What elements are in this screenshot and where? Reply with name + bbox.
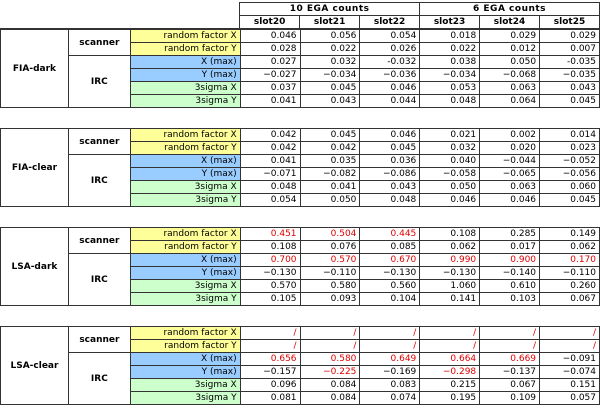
value-cell[interactable]: 0.054: [240, 194, 300, 207]
value-cell[interactable]: 0.042: [240, 142, 300, 155]
parameter-label[interactable]: random factor X: [130, 327, 240, 340]
parameter-label[interactable]: 3sigma X: [130, 379, 240, 392]
value-cell[interactable]: 0.081: [240, 392, 300, 405]
value-cell[interactable]: 0.084: [300, 392, 360, 405]
table-row: [1, 327, 600, 340]
value-cell[interactable]: 0.656: [240, 353, 300, 366]
slot-header-slot24[interactable]: slot24: [480, 16, 540, 29]
value-cell[interactable]: 0.670: [360, 254, 420, 267]
value-cell[interactable]: −0.044: [480, 155, 540, 168]
device-label-scanner[interactable]: scanner: [68, 129, 130, 155]
value-cell[interactable]: 0.062: [420, 241, 480, 254]
value-cell[interactable]: 0.170: [540, 254, 600, 267]
condition-label[interactable]: FIA-clear: [1, 129, 69, 207]
value-cell[interactable]: 0.580: [300, 280, 360, 293]
parameter-label[interactable]: random factor Y: [130, 142, 240, 155]
value-cell[interactable]: /: [300, 327, 360, 340]
value-cell[interactable]: /: [540, 340, 600, 353]
value-cell[interactable]: 0.570: [300, 254, 360, 267]
value-cell[interactable]: 0.285: [480, 228, 540, 241]
value-cell[interactable]: 0.043: [360, 181, 420, 194]
value-cell[interactable]: 0.109: [480, 392, 540, 405]
value-cell[interactable]: 0.043: [540, 82, 600, 95]
value-cell[interactable]: 0.041: [300, 181, 360, 194]
value-cell[interactable]: 0.022: [420, 43, 480, 56]
slot-header-slot20[interactable]: slot20: [240, 16, 300, 29]
value-cell[interactable]: 0.041: [240, 155, 300, 168]
parameter-label[interactable]: 3sigma Y: [130, 392, 240, 405]
parameter-label[interactable]: 3sigma X: [130, 181, 240, 194]
device-label-irc[interactable]: IRC: [68, 353, 130, 405]
value-cell[interactable]: 0.026: [360, 43, 420, 56]
value-cell[interactable]: 0.042: [300, 142, 360, 155]
value-cell[interactable]: 0.022: [300, 43, 360, 56]
value-cell[interactable]: 0.021: [420, 129, 480, 142]
value-cell[interactable]: 0.046: [360, 129, 420, 142]
parameter-label[interactable]: 3sigma X: [130, 280, 240, 293]
device-label-scanner[interactable]: scanner: [68, 327, 130, 353]
header-table: [0, 2, 600, 29]
parameter-label[interactable]: random factor X: [130, 30, 240, 43]
value-cell[interactable]: 0.700: [240, 254, 300, 267]
value-cell[interactable]: 0.096: [240, 379, 300, 392]
device-label-scanner[interactable]: scanner: [68, 228, 130, 254]
value-cell[interactable]: /: [300, 340, 360, 353]
value-cell[interactable]: −0.052: [540, 155, 600, 168]
value-cell[interactable]: −0.130: [240, 267, 300, 280]
section-lsa-clear: [0, 326, 600, 405]
condition-label[interactable]: LSA-dark: [1, 228, 69, 306]
parameter-label[interactable]: random factor Y: [130, 43, 240, 56]
value-cell[interactable]: /: [480, 340, 540, 353]
value-cell[interactable]: −0.225: [300, 366, 360, 379]
value-cell[interactable]: 0.032: [420, 142, 480, 155]
value-cell[interactable]: −0.140: [480, 267, 540, 280]
section-fia-clear: [0, 128, 600, 207]
value-cell[interactable]: 0.053: [420, 82, 480, 95]
device-label-irc[interactable]: IRC: [68, 254, 130, 306]
header-blank: [0, 3, 240, 29]
value-cell[interactable]: 0.056: [300, 30, 360, 43]
value-cell[interactable]: 0.085: [360, 241, 420, 254]
value-cell[interactable]: -0.035: [540, 56, 600, 69]
value-cell[interactable]: −0.130: [360, 267, 420, 280]
value-cell[interactable]: −0.058: [420, 168, 480, 181]
value-cell[interactable]: 0.042: [240, 129, 300, 142]
value-cell[interactable]: −0.082: [300, 168, 360, 181]
value-cell[interactable]: 0.060: [540, 181, 600, 194]
value-cell[interactable]: −0.157: [240, 366, 300, 379]
table-row: [1, 129, 600, 142]
slot-header-slot23[interactable]: slot23: [420, 16, 480, 29]
value-cell[interactable]: 0.023: [540, 142, 600, 155]
value-cell[interactable]: 0.151: [540, 379, 600, 392]
parameter-label[interactable]: Y (max): [130, 69, 240, 82]
group-header-10-ega[interactable]: 10 EGA counts: [240, 3, 420, 16]
table-row: [1, 254, 600, 267]
value-cell[interactable]: 0.103: [480, 293, 540, 306]
value-cell[interactable]: 0.580: [300, 353, 360, 366]
parameter-label[interactable]: X (max): [130, 353, 240, 366]
value-cell[interactable]: 0.029: [480, 30, 540, 43]
value-cell[interactable]: −0.034: [420, 69, 480, 82]
value-cell[interactable]: 0.990: [420, 254, 480, 267]
parameter-label[interactable]: X (max): [130, 155, 240, 168]
value-cell[interactable]: 0.054: [360, 30, 420, 43]
section-fia-dark: [0, 29, 600, 108]
value-cell[interactable]: 0.149: [540, 228, 600, 241]
value-cell[interactable]: 0.048: [240, 181, 300, 194]
value-cell[interactable]: −0.027: [240, 69, 300, 82]
group-header-6-ega[interactable]: 6 EGA counts: [420, 3, 600, 16]
value-cell[interactable]: −0.091: [540, 353, 600, 366]
value-cell[interactable]: 0.002: [480, 129, 540, 142]
value-cell[interactable]: 0.063: [480, 82, 540, 95]
value-cell[interactable]: /: [240, 340, 300, 353]
value-cell[interactable]: −0.035: [540, 69, 600, 82]
value-cell[interactable]: 0.445: [360, 228, 420, 241]
value-cell[interactable]: 0.104: [360, 293, 420, 306]
device-label-scanner[interactable]: scanner: [68, 30, 130, 56]
value-cell[interactable]: 0.050: [300, 194, 360, 207]
value-cell[interactable]: 0.032: [300, 56, 360, 69]
value-cell[interactable]: /: [240, 327, 300, 340]
condition-label[interactable]: FIA-dark: [1, 30, 69, 108]
parameter-label[interactable]: random factor Y: [130, 241, 240, 254]
value-cell[interactable]: 0.067: [480, 379, 540, 392]
value-cell[interactable]: 0.062: [540, 241, 600, 254]
value-cell[interactable]: 0.028: [240, 43, 300, 56]
value-cell[interactable]: 0.048: [420, 95, 480, 108]
value-cell[interactable]: 0.108: [420, 228, 480, 241]
value-cell[interactable]: 0.018: [420, 30, 480, 43]
slot-header-slot25[interactable]: slot25: [540, 16, 600, 29]
device-label-irc[interactable]: IRC: [68, 155, 130, 207]
condition-label[interactable]: LSA-clear: [1, 327, 69, 405]
value-cell[interactable]: 0.020: [480, 142, 540, 155]
value-cell[interactable]: 0.045: [300, 129, 360, 142]
parameter-label[interactable]: random factor X: [130, 129, 240, 142]
value-cell[interactable]: 0.195: [420, 392, 480, 405]
value-cell[interactable]: 0.108: [240, 241, 300, 254]
value-cell[interactable]: 1.060: [420, 280, 480, 293]
value-cell[interactable]: 0.044: [360, 95, 420, 108]
value-cell[interactable]: −0.086: [360, 168, 420, 181]
value-cell[interactable]: 0.649: [360, 353, 420, 366]
parameter-label[interactable]: Y (max): [130, 267, 240, 280]
value-cell[interactable]: /: [360, 327, 420, 340]
parameter-label[interactable]: random factor X: [130, 228, 240, 241]
table-row: [1, 155, 600, 168]
parameter-label[interactable]: 3sigma Y: [130, 194, 240, 207]
value-cell[interactable]: 0.014: [540, 129, 600, 142]
value-cell[interactable]: 0.900: [480, 254, 540, 267]
value-cell[interactable]: 0.046: [360, 82, 420, 95]
value-cell[interactable]: 0.050: [420, 181, 480, 194]
value-cell[interactable]: 0.669: [480, 353, 540, 366]
value-cell[interactable]: 0.093: [300, 293, 360, 306]
value-cell[interactable]: −0.034: [300, 69, 360, 82]
value-cell[interactable]: 0.027: [240, 56, 300, 69]
value-cell[interactable]: −0.056: [540, 168, 600, 181]
value-cell[interactable]: 0.045: [540, 95, 600, 108]
value-cell[interactable]: 0.029: [540, 30, 600, 43]
value-cell[interactable]: 0.105: [240, 293, 300, 306]
value-cell[interactable]: 0.076: [300, 241, 360, 254]
value-cell[interactable]: 0.045: [300, 82, 360, 95]
value-cell[interactable]: −0.071: [240, 168, 300, 181]
value-cell[interactable]: 0.057: [540, 392, 600, 405]
parameter-label[interactable]: X (max): [130, 254, 240, 267]
value-cell[interactable]: −0.298: [420, 366, 480, 379]
value-cell[interactable]: 0.041: [240, 95, 300, 108]
value-cell[interactable]: 0.038: [420, 56, 480, 69]
value-cell[interactable]: 0.570: [240, 280, 300, 293]
value-cell[interactable]: 0.046: [420, 194, 480, 207]
value-cell[interactable]: -0.032: [360, 56, 420, 69]
parameter-label[interactable]: X (max): [130, 56, 240, 69]
value-cell[interactable]: 0.451: [240, 228, 300, 241]
value-cell[interactable]: /: [420, 340, 480, 353]
value-cell[interactable]: 0.260: [540, 280, 600, 293]
table-row: [1, 56, 600, 69]
value-cell[interactable]: 0.050: [480, 56, 540, 69]
value-cell[interactable]: 0.045: [360, 142, 420, 155]
table-row: [1, 30, 600, 43]
value-cell[interactable]: 0.067: [540, 293, 600, 306]
value-cell[interactable]: /: [540, 327, 600, 340]
value-cell[interactable]: 0.017: [480, 241, 540, 254]
value-cell[interactable]: 0.063: [480, 181, 540, 194]
value-cell[interactable]: 0.045: [540, 194, 600, 207]
value-cell[interactable]: −0.110: [540, 267, 600, 280]
value-cell[interactable]: 0.084: [300, 379, 360, 392]
value-cell[interactable]: 0.007: [540, 43, 600, 56]
value-cell[interactable]: 0.037: [240, 82, 300, 95]
parameter-label[interactable]: 3sigma Y: [130, 293, 240, 306]
parameter-label[interactable]: 3sigma Y: [130, 95, 240, 108]
value-cell[interactable]: −0.074: [540, 366, 600, 379]
parameter-label[interactable]: Y (max): [130, 366, 240, 379]
value-cell[interactable]: /: [480, 327, 540, 340]
value-cell[interactable]: −0.169: [360, 366, 420, 379]
slot-header-slot21[interactable]: slot21: [300, 16, 360, 29]
value-cell[interactable]: 0.048: [360, 194, 420, 207]
value-cell[interactable]: −0.137: [480, 366, 540, 379]
table-row: [1, 353, 600, 366]
slot-header-slot22[interactable]: slot22: [360, 16, 420, 29]
value-cell[interactable]: 0.083: [360, 379, 420, 392]
value-cell[interactable]: 0.046: [240, 30, 300, 43]
device-label-irc[interactable]: IRC: [68, 56, 130, 108]
value-cell[interactable]: 0.064: [480, 95, 540, 108]
parameter-label[interactable]: Y (max): [130, 168, 240, 181]
value-cell[interactable]: 0.043: [300, 95, 360, 108]
value-cell[interactable]: 0.036: [360, 155, 420, 168]
value-cell[interactable]: −0.130: [420, 267, 480, 280]
value-cell[interactable]: 0.012: [480, 43, 540, 56]
value-cell[interactable]: −0.068: [480, 69, 540, 82]
value-cell[interactable]: 0.610: [480, 280, 540, 293]
value-cell[interactable]: 0.664: [420, 353, 480, 366]
value-cell[interactable]: −0.036: [360, 69, 420, 82]
value-cell[interactable]: 0.141: [420, 293, 480, 306]
table-row: [1, 228, 600, 241]
parameter-label[interactable]: random factor Y: [130, 340, 240, 353]
value-cell[interactable]: 0.046: [480, 194, 540, 207]
parameter-label[interactable]: 3sigma X: [130, 82, 240, 95]
value-cell[interactable]: 0.074: [360, 392, 420, 405]
value-cell[interactable]: 0.560: [360, 280, 420, 293]
section-lsa-dark: [0, 227, 600, 306]
value-cell[interactable]: /: [420, 327, 480, 340]
value-cell[interactable]: 0.040: [420, 155, 480, 168]
value-cell[interactable]: 0.504: [300, 228, 360, 241]
value-cell[interactable]: 0.035: [300, 155, 360, 168]
value-cell[interactable]: −0.065: [480, 168, 540, 181]
value-cell[interactable]: −0.110: [300, 267, 360, 280]
value-cell[interactable]: /: [360, 340, 420, 353]
value-cell[interactable]: 0.215: [420, 379, 480, 392]
